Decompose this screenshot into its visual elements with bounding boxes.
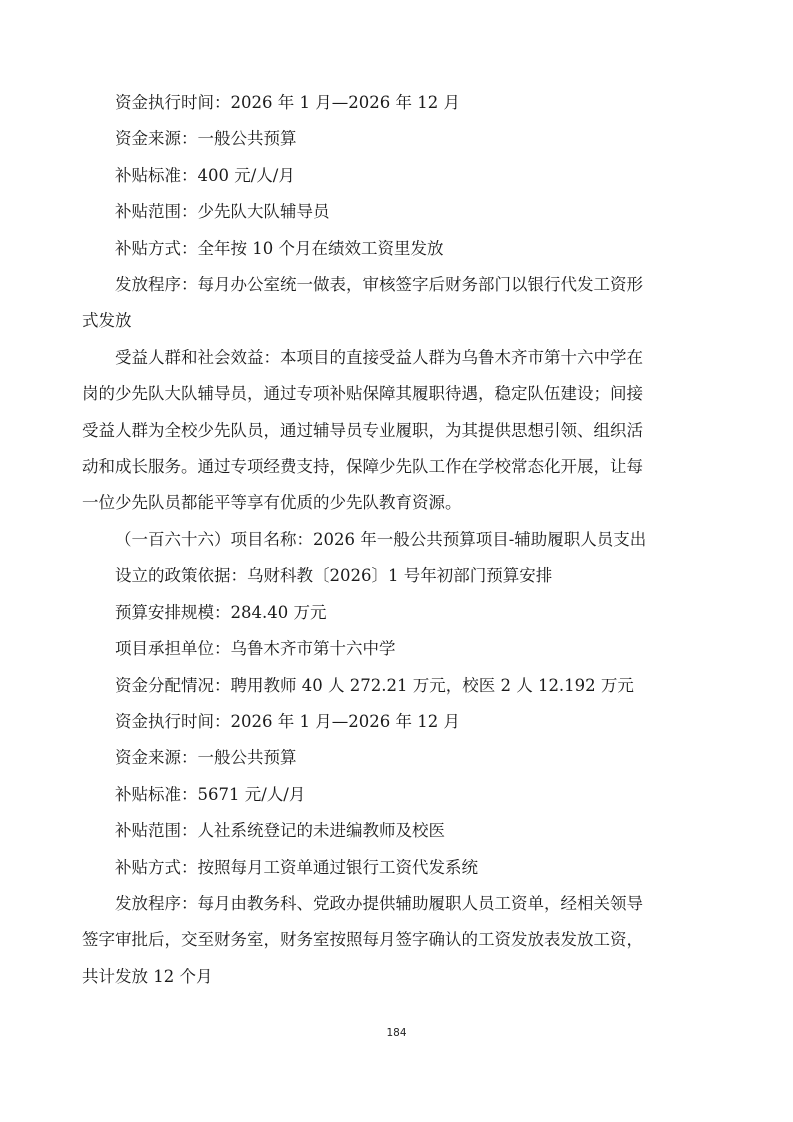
text-line: 受益人群为全校少先队员，通过辅导员专业履职，为其提供思想引领、组织活 xyxy=(82,420,643,440)
text-line: 项目承担单位：乌鲁木齐市第十六中学 xyxy=(115,639,396,659)
text-line: 资金执行时间：2026 年 1 月—2026 年 12 月 xyxy=(115,93,460,112)
text-line: 补贴标准：400 元/人/月 xyxy=(115,165,295,185)
text-line: 补贴范围：人社系统登记的未进编教师及校医 xyxy=(115,821,445,841)
text-line: 岗的少先队大队辅导员，通过专项补贴保障其履职待遇，稳定队伍建设；间接 xyxy=(82,384,643,404)
text-line: 发放程序：每月由教务科、党政办提供辅助履职人员工资单，经相关领导 xyxy=(115,893,643,913)
text-line: 资金来源：一般公共预算 xyxy=(115,748,297,768)
text-line: 一位少先队员都能平等享有优质的少先队教育资源。 xyxy=(82,493,462,513)
text-line: 发放程序：每月办公室统一做表，审核签字后财务部门以银行代发工资形 xyxy=(115,275,643,295)
text-line: 补贴方式：按照每月工资单通过银行工资代发系统 xyxy=(115,857,478,877)
section-heading: （一百六十六）项目名称：2026 年一般公共预算项目-辅助履职人员支出 xyxy=(115,529,647,549)
text-line: 共计发放 12 个月 xyxy=(82,966,213,986)
text-line: 受益人群和社会效益：本项目的直接受益人群为乌鲁木齐市第十六中学在 xyxy=(115,347,643,367)
text-line: 补贴方式：全年按 10 个月在绩效工资里发放 xyxy=(115,238,444,258)
text-line: 补贴标准：5671 元/人/月 xyxy=(115,784,306,804)
text-line: 资金来源：一般公共预算 xyxy=(115,129,297,149)
text-line: 签字审批后，交至财务室，财务室按照每月签字确认的工资发放表发放工资， xyxy=(82,930,643,950)
text-line: 式发放 xyxy=(82,311,132,331)
text-line: 预算安排规模：284.40 万元 xyxy=(115,602,327,622)
text-line: 设立的政策依据：乌财科教〔2026〕1 号年初部门预算安排 xyxy=(115,566,553,586)
text-line: 补贴范围：少先队大队辅导员 xyxy=(115,202,330,222)
body-text xyxy=(82,85,682,995)
text-line: 资金执行时间：2026 年 1 月—2026 年 12 月 xyxy=(115,711,460,731)
page-number: 184 xyxy=(386,1027,407,1039)
text-line: 资金分配情况：聘用教师 40 人 272.21 万元，校医 2 人 12.192 万元 xyxy=(115,675,634,695)
text-line: 动和成长服务。通过专项经费支持，保障少先队工作在学校常态化开展，让每 xyxy=(82,457,643,477)
